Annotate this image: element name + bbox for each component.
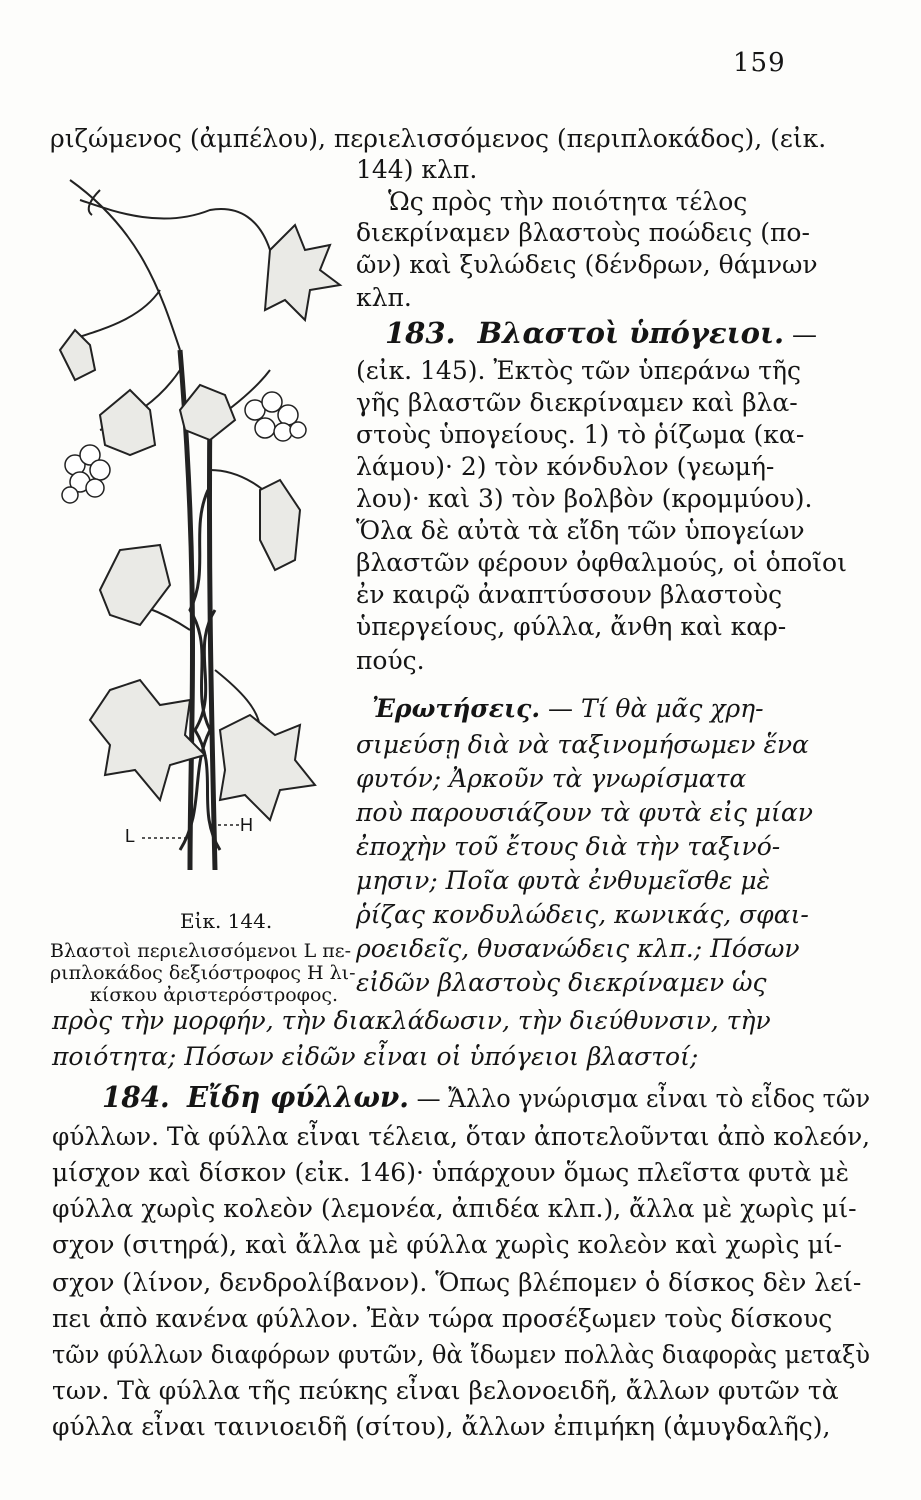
figure-label: Εἰκ. 144. — [180, 909, 273, 933]
text-line: λάμου)· 2) τὸν κόνδυλον (γεωμή- — [356, 452, 775, 481]
text-line: ῶν) καὶ ξυλώδεις (δένδρων, θάμνων — [356, 250, 818, 279]
questions-heading — [372, 694, 764, 724]
text-line: ποιότητα; Πόσων εἰδῶν εἶναι οἱ ὑπόγειοι βλαστοί; — [52, 1042, 699, 1071]
text-line: ὑπεργείους, φύλλα, ἄνθη καὶ καρ- — [356, 612, 787, 641]
text-line: (εἰκ. 145). Ἐκτὸς τῶν ὑπεράνω τῆς — [356, 356, 802, 385]
text-line: 144) κλπ. — [356, 155, 478, 184]
text-line: φύλλων. Τὰ φύλλα εἶναι τέλεια, ὅταν ἀποτελοῦνται ἀπὸ κολεόν, — [52, 1122, 871, 1151]
figure-caption-line: Βλαστοὶ περιελισσόμενοι L πε- — [50, 940, 351, 962]
text-line: σιμεύσῃ διὰ νὰ ταξινομήσωμεν ἕνα — [356, 730, 809, 759]
text-line: σχον (λίνον, δενδρολίβανον). Ὅπως βλέπομεν ὁ δίσκος δὲν λεί- — [52, 1268, 862, 1297]
questions-first-line: Τί θὰ μᾶς χρη- — [580, 694, 764, 723]
text-line: σχον (σιτηρά), καὶ ἄλλα μὲ φύλλα χωρὶς κολεὸν καὶ χωρὶς μί- — [52, 1230, 842, 1259]
section-title: Βλαστοὶ ὑπόγειοι. — [477, 316, 785, 350]
text-line: μίσχον καὶ δίσκον (εἰκ. 146)· ὑπάρχουν ὅμως πλεῖστα φυτὰ μὲ — [52, 1158, 850, 1187]
text-line: ποὺ παρουσιάζουν τὰ φυτὰ εἰς μίαν — [356, 798, 813, 827]
figure-letter-L: L — [125, 826, 136, 846]
text-line: ἐποχὴν τοῦ ἔτους διὰ τὴν ταξινό- — [356, 832, 781, 861]
text-line: στοὺς ὑπογείους. 1) τὸ ῥίζωμα (κα- — [356, 420, 805, 449]
dash: — — [416, 1084, 441, 1113]
section-184-heading — [102, 1082, 870, 1114]
dash: — — [792, 320, 818, 349]
text-line: μησιν; Ποῖα φυτὰ ἐνθυμεῖσθε μὲ — [356, 866, 770, 895]
text-line: διεκρίναμεν βλαστοὺς ποώδεις (πο- — [356, 218, 810, 247]
vine-illustration — [40, 170, 350, 920]
figure-letter-H: H — [240, 815, 253, 835]
text-line: πούς. — [356, 646, 425, 675]
text-line: γῆς βλαστῶν διεκρίναμεν καὶ βλα- — [356, 388, 798, 417]
text-line: κλπ. — [356, 283, 412, 312]
section-183-heading — [385, 318, 817, 350]
text-line: Ὅλα δὲ αὐτὰ τὰ εἴδη τῶν ὑπογείων — [356, 516, 805, 545]
figure-caption-line: ριπλοκάδος δεξιόστροφος H λι- — [50, 962, 356, 984]
text-line: εἰδῶν βλαστοὺς διεκρίναμεν ὡς — [356, 968, 767, 997]
dash: — — [547, 694, 573, 723]
section-title: Εἴδη φύλλων. — [186, 1080, 409, 1114]
text-line: φύλλα χωρὶς κολεὸν (λεμονέα, ἀπιδέα κλπ.), ἄλλα μὲ χωρὶς μί- — [52, 1194, 857, 1223]
questions-label: Ἐρωτήσεις. — [372, 694, 541, 723]
text-line: φυτόν; Ἀρκοῦν τὰ γνωρίσματα — [356, 764, 747, 793]
section-184-first-line: Ἄλλο γνώρισμα εἶναι τὸ εἶδος τῶν — [448, 1084, 871, 1113]
text-line: ριζώμενος (ἀμπέλου), περιελισσόμενος (περιπλοκάδος), (εἰκ. — [50, 124, 827, 153]
text-line: Ὡς πρὸς τὴν ποιότητα τέλος — [388, 187, 748, 216]
text-line: των. Τὰ φύλλα τῆς πεύκης εἶναι βελονοειδῆ, ἄλλων φυτῶν τὰ — [52, 1376, 839, 1405]
text-line: λου)· καὶ 3) τὸν βολβὸν (κρομμύου). — [356, 484, 813, 513]
text-line: ῥίζας κονδυλώδεις, κωνικάς, σφαι- — [356, 900, 809, 929]
text-line: πρὸς τὴν μορφήν, τὴν διακλάδωσιν, τὴν διεύθυνσιν, τὴν — [52, 1006, 771, 1035]
text-line: τῶν φύλλων διαφόρων φυτῶν, θὰ ἴδωμεν πολλὰς διαφορὰς μεταξὺ — [52, 1340, 870, 1369]
text-line: πει ἀπὸ κανένα φύλλον. Ἐὰν τώρα προσέξωμεν τοὺς δίσκους — [52, 1304, 833, 1333]
text-line: ἐν καιρῷ ἀναπτύσσουν βλαστοὺς — [356, 580, 783, 609]
text-line: ροειδεῖς, θυσανώδεις κλπ.; Πόσων — [356, 934, 800, 963]
page-number: 159 — [733, 48, 786, 78]
figure-caption-line: κίσκου ἀριστερόστροφος. — [90, 984, 339, 1006]
text-line: βλαστῶν φέρουν ὀφθαλμούς, οἱ ὁποῖοι — [356, 548, 847, 577]
text-line: φύλλα εἶναι ταινιοειδῆ (σίτου), ἄλλων ἐπιμήκη (ἀμυγδαλῆς), — [52, 1412, 831, 1441]
section-number: 183. — [385, 316, 456, 350]
section-number: 184. — [102, 1080, 170, 1114]
